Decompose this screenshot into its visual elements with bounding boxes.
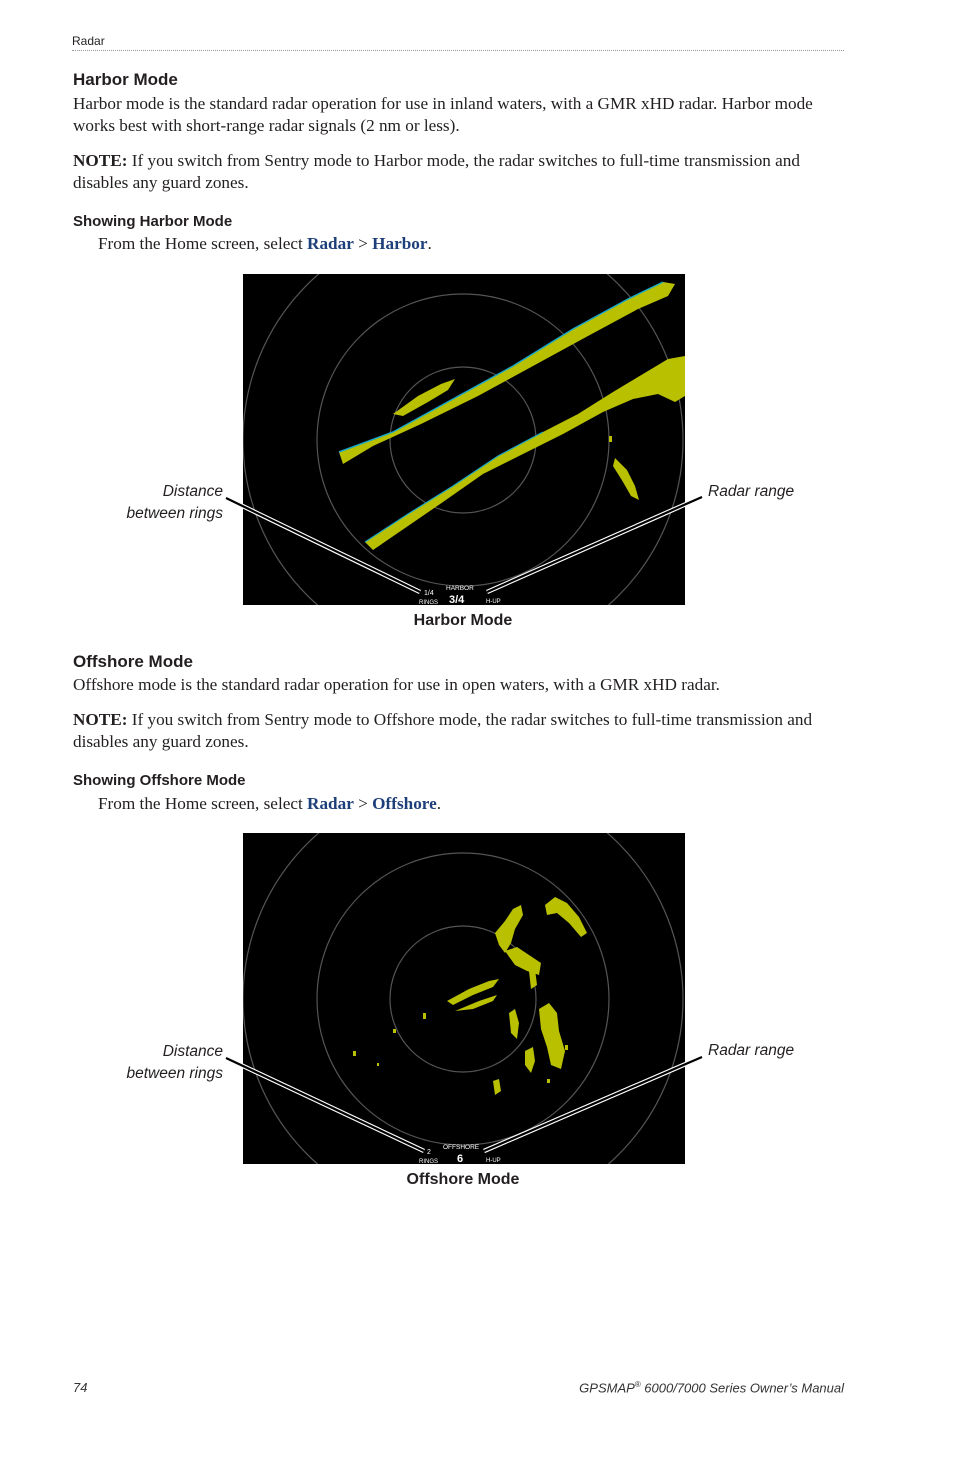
radar-status-bar (419, 585, 501, 605)
mode-label: OFFSHORE (443, 1144, 480, 1151)
harbor-mode-heading: Harbor Mode (73, 70, 178, 89)
rings-value: 1/4 (424, 590, 434, 597)
note-text: If you switch from Sentry mode to Offshore mode, the radar switches to full-time transmission and disables any guard zones. (73, 710, 813, 751)
step-separator: > (353, 794, 373, 813)
harbor-figure-caption: Harbor Mode (413, 612, 513, 629)
harbor-mode-paragraph: Harbor mode is the standard radar operation for use in inland waters, with a GMR xHD radar. Harbor mode works best with short-range radar signals (2 nm or less). (73, 94, 813, 135)
manual-title-prefix: GPSMAP (579, 1380, 635, 1396)
manual-title (579, 1380, 844, 1395)
header-section-label: Radar (72, 34, 105, 48)
registered-mark: ® (634, 1380, 641, 1389)
rings-label: RINGS (419, 600, 439, 605)
rings-label: RINGS (419, 1159, 439, 1164)
offshore-mode-radar-screen (243, 833, 685, 1164)
harbor-mode-radar-screen (243, 274, 685, 605)
orientation-label: H-UP (486, 599, 501, 605)
callout-line-2: between rings (126, 505, 223, 522)
callout-line-1: Distance (162, 1043, 223, 1060)
offshore-range-callout: Radar range (708, 1042, 795, 1059)
step-end: . (427, 234, 432, 253)
range-rings (243, 274, 683, 605)
range-value: 3/4 (449, 594, 465, 605)
harbor-radar-graphic (243, 274, 685, 605)
step-separator: > (353, 234, 373, 253)
offshore-mode-step (98, 793, 838, 815)
showing-harbor-mode-heading: Showing Harbor Mode (73, 213, 233, 230)
radar-status-bar (419, 1144, 501, 1164)
manual-title-suffix: 6000/7000 Series Owner’s Manual (640, 1380, 844, 1396)
offshore-figure-caption: Offshore Mode (406, 1171, 520, 1188)
range-value: 6 (457, 1153, 464, 1164)
step-prefix: From the Home screen, select (98, 794, 308, 813)
note-text: If you switch from Sentry mode to Harbor mode, the radar switches to full-time transmission and disables any guard zones. (73, 151, 800, 192)
page-number: 74 (73, 1380, 88, 1395)
harbor-menu-link[interactable]: Harbor (372, 234, 428, 253)
radar-echo-upper (339, 282, 675, 464)
callout-line-2: between rings (126, 1065, 223, 1082)
harbor-mode-note (73, 150, 843, 194)
harbor-distance-callout (105, 481, 223, 525)
note-label: NOTE: (73, 151, 128, 170)
offshore-mode-heading: Offshore Mode (73, 652, 193, 671)
harbor-range-callout: Radar range (708, 483, 795, 500)
step-end: . (436, 794, 442, 813)
radar-menu-link[interactable]: Radar (307, 234, 354, 253)
harbor-mode-step (98, 233, 838, 255)
step-prefix: From the Home screen, select (98, 234, 308, 253)
offshore-mode-note (73, 709, 843, 753)
orientation-label: H-UP (486, 1158, 501, 1164)
radar-echo-lower (365, 356, 685, 550)
offshore-mode-paragraph: Offshore mode is the standard radar operation for use in open waters, with a GMR xHD radar. (73, 675, 720, 694)
showing-offshore-mode-heading: Showing Offshore Mode (73, 772, 246, 789)
offshore-menu-link[interactable]: Offshore (372, 794, 437, 813)
rings-value: 2 (427, 1149, 431, 1156)
running-header (72, 34, 844, 51)
callout-line-1: Distance (162, 483, 223, 500)
radar-menu-link[interactable]: Radar (307, 794, 354, 813)
mode-label: HARBOR (446, 585, 474, 592)
offshore-radar-graphic (243, 833, 685, 1164)
offshore-distance-callout (105, 1041, 223, 1085)
note-label: NOTE: (73, 710, 128, 729)
